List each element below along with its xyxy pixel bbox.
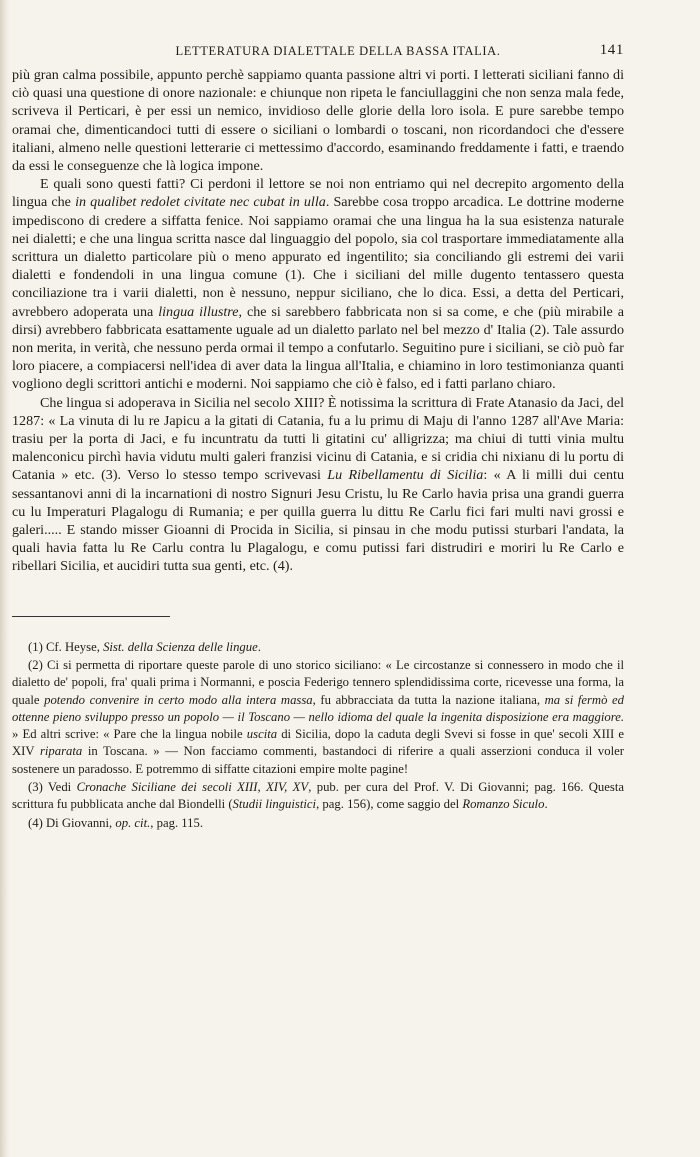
text-run: (4) Di Giovanni, (28, 815, 116, 830)
text-run: . (544, 797, 548, 812)
text-run: . Sarebbe cosa troppo arcadica. Le dottrine moderne impediscono di credere a siffatta fenice. Noi sappiamo oramai che una lingua ha la sua esistenza naturale nei dialetti; e che una lingua scritta nasce dal linguaggio del popolo, sia col trasportare immediatamente alla scrittura un dialetto particolare più o meno appurato ed ingentilito; sia conciliando gli estremi dei varii dialetti e fondendoli in una lingua comune (1). Che i siciliani del mille dugento tentassero questa conciliazione tra i varii dialetti, non è nessuno, neppur siciliano, che lo dica. Essi, a detta del Perticari, avrebbero adoperata una (12, 194, 624, 320)
text-run: (3) Vedi (28, 780, 77, 795)
italic-run: op. cit. (115, 815, 151, 830)
running-head (12, 44, 624, 66)
italic-run: lingua illustre (158, 303, 239, 320)
italic-run: uscita (246, 727, 278, 742)
text-run: Che lingua si adoperava in Sicilia nel secolo XIII? È notissima la scrittura di Frate Atanasio da Jaci, del 1287: « La vinuta di lu re Japicu a la gitati di Catania, fu a lu primu di Maju di l'anno 1287 all'Ave Maria: trasiu per la porta di Jaci, e fu incuntratu da tutti li gitatini cu' alligrizza; ma chiui di tutti vinia multu malenconicu pirchì havia vidutu multi galeri franzisi vicinu di Catania, e si cridia chi nixianu di lu portu di Catania » etc. (3). Verso lo stesso tempo scrivevasi (12, 394, 624, 484)
text-run: . (257, 639, 261, 654)
text-run: : « A li milli dui centu sessantanovi anni di la incarnationi di nostro Signuri Jesu Cristu, lu Re Carlo havia prisa una grandi guerra cu lu Imperaturi Plagalogu di Rumania; e per quilla guerra lu dittu Re Carlu fici fari multi navi grossi e galeri..... E stando misser Gioanni di Procida in Sicilia, si pinsau in che modu putissi sturbari l'andata, la quali havia fatta lu Re Carlu contra lu Plagalogu, e comu putissi fari distrudiri e moriri lu Re Carlo e ribellari Sicilia, et aucidiri tutta sua genti, etc. (4). (12, 467, 624, 575)
text-run: E quali sono questi fatti? Ci perdoni il lettore se noi non entriamo qui nel decrepito argomento della lingua che (12, 176, 624, 211)
paragraph-1 (12, 66, 624, 175)
paragraph-2 (12, 175, 624, 393)
italic-run: Lu Ribellamentu di Sicilia (327, 467, 484, 484)
italic-run: Romanzo Siculo (462, 797, 545, 812)
italic-run: Studii linguistici (232, 797, 317, 812)
footnote-2 (12, 657, 624, 778)
text-run: » Ed altri scrive: « Pare che la lingua nobile (12, 727, 247, 742)
text-run: (1) Cf. Heyse, (28, 639, 104, 654)
text-run: , pag. 156), come saggio del (316, 797, 463, 812)
text-run: di Sicilia, dopo la caduta degli Svevi si fosse in que' secoli XIII e XIV (12, 727, 624, 759)
italic-run: in qualibet redolet civitate nec cubat in ulla (75, 194, 326, 211)
text-run: (2) Ci si permetta di riportare queste parole di uno storico siciliano: « Le circostanze si connessero in modo che il dialetto de' popoli, fra' quali prima i Normanni, e poscia Federigo tennero splendidissima corte, ricevesse una forma, la quale (12, 657, 624, 707)
italic-run: Cronache Siciliane dei secoli XIII, XIV, XV (76, 780, 309, 795)
text-run: , che si sarebbero fabbricata non si sa come, e che (più mirabile a dirsi) avrebbero fabbricata esattamente uguale ad un dialetto parlato nel bel mezzo d' Italia (2). Tale assurdo non merita, in verità, che nessuno perda ormai il tempo a confutarlo. Seguitino pure i siciliani, se ciò può far loro piacere, a compiacersi nell'idea di aver data la lingua all'Italia, e chiamino in loro testimonianza quanti vogliono degli scrittori antichi e moderni. Noi sappiamo che ciò è falso, ed i fatti parlano chiaro. (12, 303, 624, 393)
text-run: in Toscana. » — Non facciamo commenti, bastandoci di riferire a quali asserzioni conduca il voler sostenere un paradosso. E potremmo di siffatte citazioni empire molte pagine! (12, 744, 624, 776)
main-text (12, 66, 624, 576)
footnote-1 (12, 639, 624, 656)
page-number: 141 (599, 42, 624, 58)
book-page (12, 44, 624, 833)
footnote-3 (12, 779, 624, 814)
running-head-title: LETTERATURA DIALETTALE DELLA BASSA ITALIA. (175, 44, 501, 58)
footnotes (12, 639, 624, 832)
italic-run: riparata (39, 744, 83, 759)
text-run: , pub. per cura del Prof. V. Di Giovanni; pag. 166. Questa scrittura fu pubblicata anche dal Biondelli ( (12, 780, 624, 812)
italic-run: ma si fermò ed ottenne pieno sviluppo presso un popolo — il Toscano — nello idioma del quale la ingenita disposizione era maggiore. (12, 692, 625, 724)
paragraph-3 (12, 394, 624, 576)
page-gutter-shadow (0, 0, 10, 1157)
footnote-4 (12, 815, 624, 832)
italic-run: Sist. della Scienza delle lingue (103, 639, 258, 654)
text-run: più gran calma possibile, appunto perchè sappiamo quanta passione altri vi porti. I letterati siciliani fanno di ciò quasi una questione di onore nazionale: e chiunque non ripeta le fanciullaggini che non senza mala fede, scriveva il Perticari, è per essi un nemico, invidioso delle glorie della loro isola. E pure sarebbe tempo oramai che, dimenticandoci tutti di essere o siciliani o lombardi o toscani, non ricordandoci che d'essere italiani, almeno nelle questioni letterarie ci mettessimo d'accordo, esaminando freddamente i fatti, e traendo da essi le conseguenze che là logica impone. (12, 67, 624, 175)
footnote-separator (12, 616, 170, 617)
text-run: , fu abbracciata da tutta la nazione italiana, (312, 692, 545, 707)
text-run: , pag. 115. (150, 815, 204, 830)
italic-run: potendo convenire in certo modo alla intera massa (44, 692, 313, 707)
